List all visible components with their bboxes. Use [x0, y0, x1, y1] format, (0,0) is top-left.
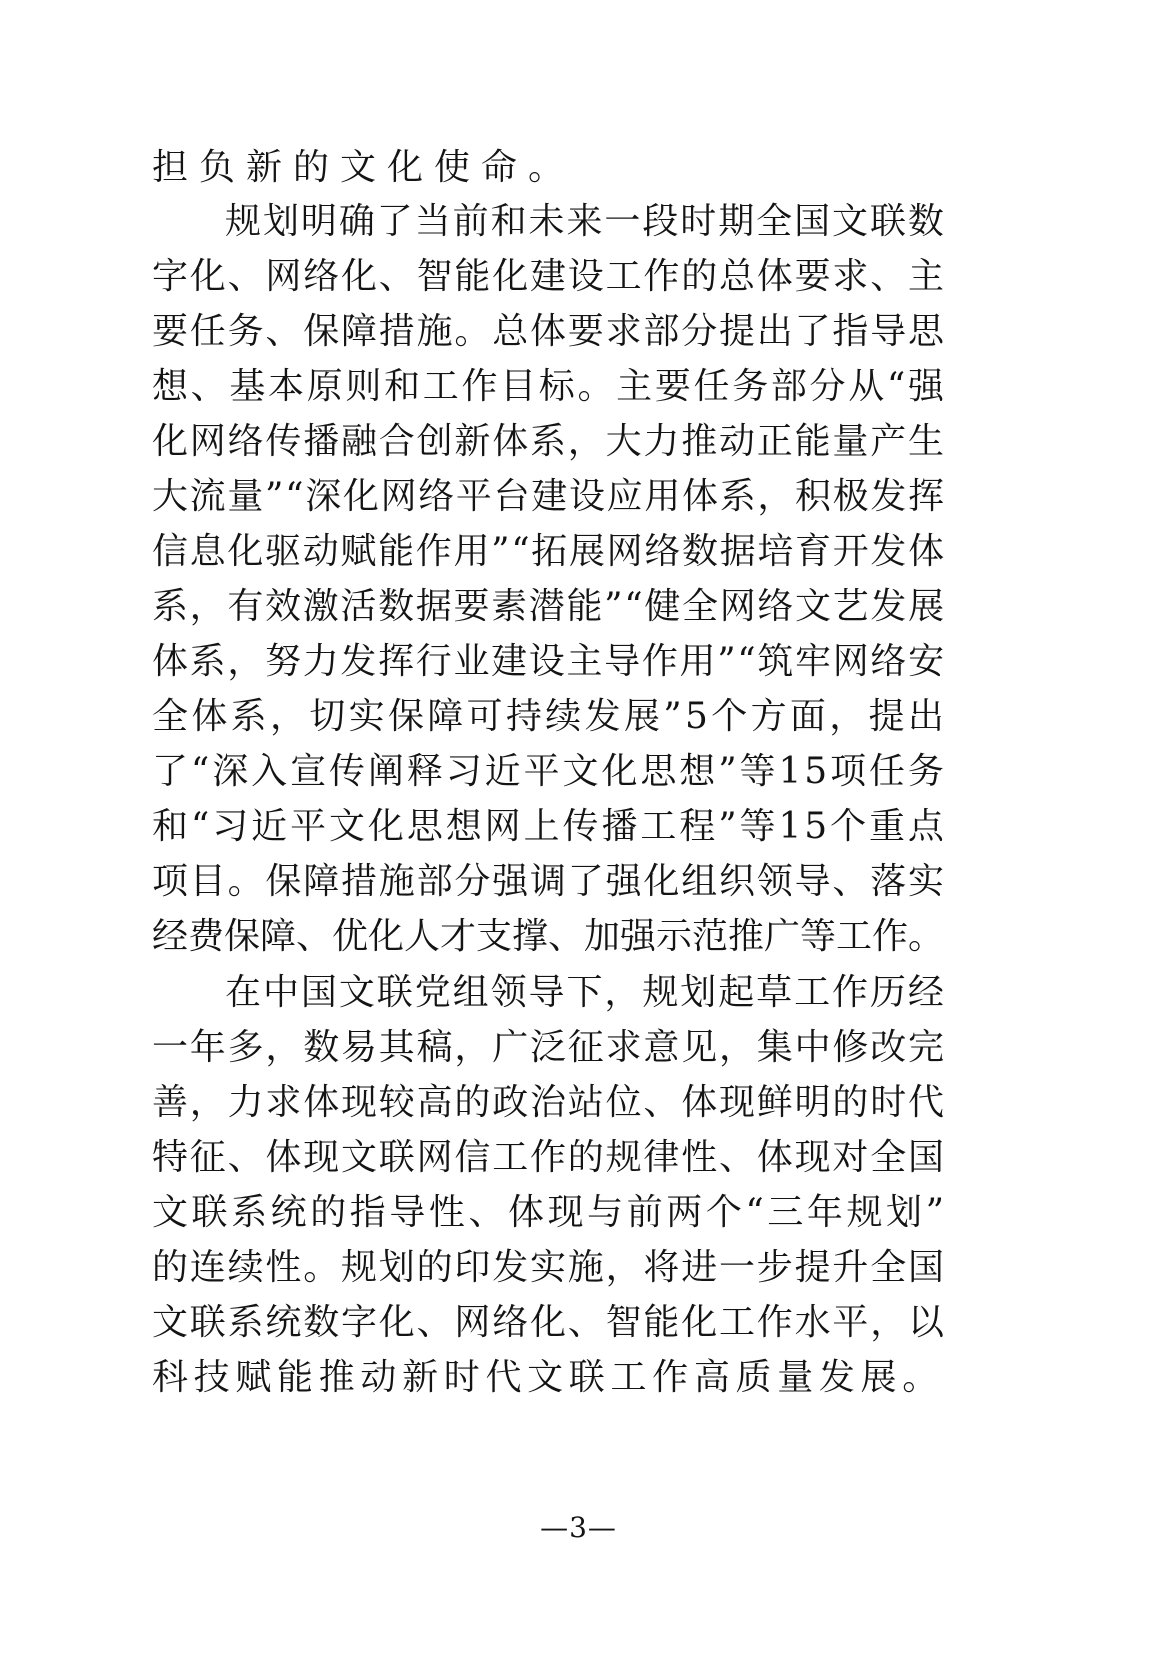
- text-line: 特征、体现文联网信工作的规律性、体现对全国: [152, 1137, 946, 1178]
- text-line: 担负新的文化使命。: [152, 147, 576, 188]
- text-line: 系，有效激活数据要素潜能”“健全网络文艺发展: [152, 586, 946, 627]
- text-line: 经费保障、优化人才支撑、加强示范推广等工作。: [152, 916, 945, 957]
- text-line: 化网络传播融合创新体系，大力推动正能量产生: [152, 421, 946, 462]
- text-line: 全体系，切实保障可持续发展”5个方面，提出: [152, 696, 948, 737]
- text-line: 文联系统数字化、网络化、智能化工作水平，以: [152, 1302, 946, 1343]
- text-line: 和“习近平文化思想网上传播工程”等15个重点: [152, 806, 947, 847]
- text-line: 想、基本原则和工作目标。主要任务部分从“强: [152, 366, 947, 407]
- paragraph-first-line: 在中国文联党组领导下，规划起草工作历经: [225, 972, 946, 1013]
- paragraph-first-line: 规划明确了当前和未来一段时期全国文联数: [225, 201, 946, 242]
- text-line: 了“深入宣传阐释习近平文化思想”等15项任务: [152, 751, 947, 792]
- text-line: 信息化驱动赋能作用”“拓展网络数据培育开发体: [152, 531, 946, 572]
- text-line: 字化、网络化、智能化建设工作的总体要求、主: [152, 256, 946, 297]
- text-line: 一年多，数易其稿，广泛征求意见，集中修改完: [152, 1027, 946, 1068]
- text-line: 项目。保障措施部分强调了强化组织领导、落实: [152, 861, 946, 902]
- text-line: 要任务、保障措施。总体要求部分提出了指导思: [152, 311, 946, 352]
- page-number: —3—: [540, 1511, 617, 1544]
- text-line: 科技赋能推动新时代文联工作高质量发展。: [152, 1357, 944, 1398]
- text-line: 体系，努力发挥行业建设主导作用”“筑牢网络安: [152, 641, 946, 682]
- text-line: 文联系统的指导性、体现与前两个“三年规划”: [152, 1192, 948, 1233]
- text-line: 大流量”“深化网络平台建设应用体系，积极发挥: [152, 476, 946, 517]
- text-line: 的连续性。规划的印发实施，将进一步提升全国: [152, 1247, 946, 1288]
- text-line: 善，力求体现较高的政治站位、体现鲜明的时代: [152, 1082, 946, 1123]
